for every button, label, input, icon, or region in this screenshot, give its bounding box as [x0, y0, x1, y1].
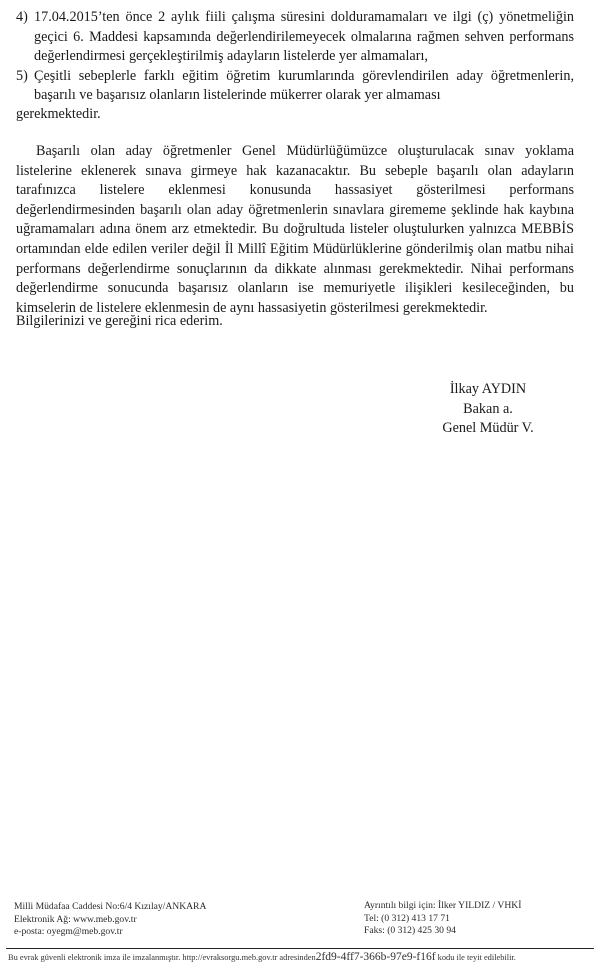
list-item-4	[16, 8, 574, 67]
verification-line	[8, 951, 600, 964]
list-item-text: 17.04.2015’ten önce 2 aylık fiili çalışma süresini dolduramamaları ve ilgi (ç) yönetmeliğin geçici 6. Maddesi kapsamında değerlendirilemeyecek olmalarına rağmen sehven performans değerlendirmesi gerçekleştirilmiş adayların listelerde yer almamaları,	[34, 9, 574, 65]
footer-contact-block	[364, 900, 521, 938]
footer-phone: Tel: (0 312) 413 17 71	[364, 912, 450, 924]
footer-divider	[6, 948, 594, 949]
verification-prefix: Bu evrak güvenli elektronik imza ile imzalanmıştır. http://evraksorgu.meb.gov.tr adresinden	[8, 953, 316, 962]
list-number: 5)	[16, 67, 28, 84]
footer-address: Milli Müdafaa Caddesi No:6/4 Kızılay/ANKARA	[14, 901, 207, 912]
verification-suffix: kodu ile teyit edilebilir.	[437, 953, 516, 962]
footer-address-block	[14, 901, 206, 939]
list-item-5	[16, 67, 574, 106]
list-number: 4)	[16, 9, 28, 25]
list-closing: gerekmektedir.	[16, 106, 101, 122]
signatory-name: İlkay AYDIN	[449, 381, 527, 397]
list-item-text: Çeşitli sebeplerle farklı eğitim öğretim kurumlarında görevlendirilen aday öğretmenlerin, başarılı ve başarısız olanların listelerinde mükerrer olarak yer almaması	[34, 67, 574, 104]
footer-fax: Faks: (0 312) 425 30 94	[364, 925, 456, 937]
signature-block	[408, 380, 568, 439]
signatory-role: Bakan a.	[463, 400, 513, 417]
signatory-title: Genel Müdür V.	[442, 420, 534, 437]
numbered-list	[16, 8, 574, 106]
footer-contact: Ayrıntılı bilgi için: İlker YILDIZ / VHKİ	[364, 900, 522, 911]
body-paragraph: Başarılı olan aday öğretmenler Genel Müdürlüğümüzce oluşturulacak sınav yoklama listelerine eklenerek sınava girmeye hak kazanacaktır. Bu sebeple başarılı olan adayların tarafınızca listelere eklenmesi konusunda hassasiyet gösterilmesi performans değerlendirmesinden başarılı olan aday öğretmenlerin sınavlara girememe şeklinde hak kaybına uğramamaları adına önem arz etmektedir. Bu doğrultuda listeler oluştulurken yalnızca MEBBİS ortamından elde edilen veriler değil İl Millî Eğitim Müdürlüklerine gönderilmiş olan matbu nihai performans değerlendirme sonuçlarının da dikkate alınması gerekmektedir. Nihai performans değerlendirme sonucunda başarısız olanların ise memuriyetle ilişikleri kesileceğinden, bu kimselerin de listelere eklenmesin de aynı hassasiyetin gösterilmesi gerekmektedir.	[16, 143, 574, 316]
footer-web: Elektronik Ağ: www.meb.gov.tr	[14, 913, 137, 925]
closing-sentence: Bilgilerinizi ve gereğini rica ederim.	[16, 313, 223, 329]
footer-email: e-posta: oyegm@meb.gov.tr	[14, 926, 123, 938]
verification-code: 2fd9-4ff7-366b-97e9-f16f	[315, 951, 436, 963]
